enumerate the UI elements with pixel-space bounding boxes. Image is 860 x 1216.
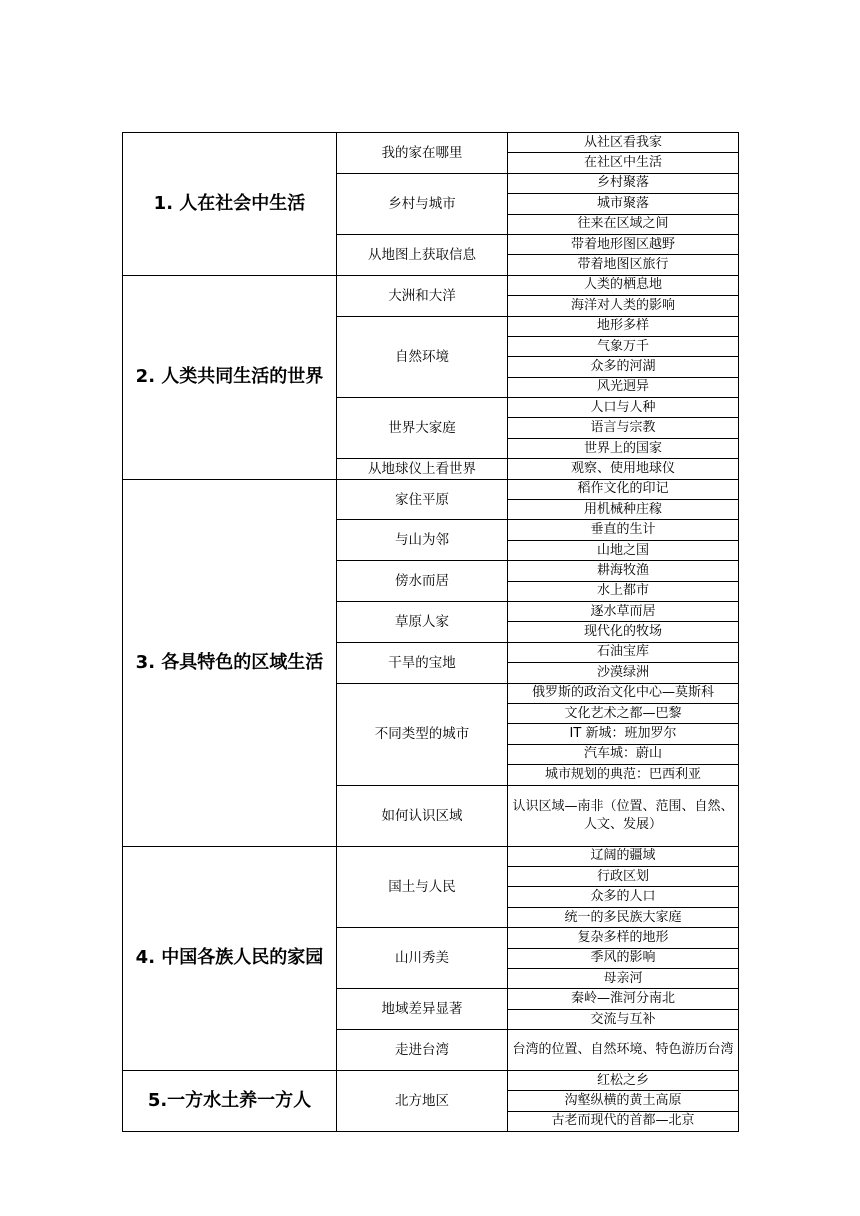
topic-name: 我的家在哪里 bbox=[337, 133, 508, 174]
topic-name: 不同类型的城市 bbox=[337, 683, 508, 785]
lesson-title: 观察、使用地球仪 bbox=[508, 459, 739, 479]
lesson-title: 稻作文化的印记 bbox=[508, 479, 739, 499]
lesson-title: 俄罗斯的政治文化中心—莫斯科 bbox=[508, 683, 739, 703]
lesson-title: 风光迥异 bbox=[508, 377, 739, 397]
topic-name: 乡村与城市 bbox=[337, 173, 508, 234]
unit-title: 3. 各具特色的区域生活 bbox=[123, 479, 337, 846]
table-row bbox=[123, 275, 739, 295]
topic-name: 家住平原 bbox=[337, 479, 508, 520]
lesson-title: 统一的多民族大家庭 bbox=[508, 907, 739, 927]
topic-name: 国土与人民 bbox=[337, 846, 508, 928]
lesson-title: 耕海牧渔 bbox=[508, 561, 739, 581]
lesson-title: 认识区域—南非（位置、范围、自然、人文、发展） bbox=[508, 785, 739, 846]
lesson-title: 季风的影响 bbox=[508, 948, 739, 968]
topic-name: 北方地区 bbox=[337, 1071, 508, 1132]
topic-name: 从地图上获取信息 bbox=[337, 234, 508, 275]
lesson-title: 现代化的牧场 bbox=[508, 622, 739, 642]
lesson-title: 带着地图区旅行 bbox=[508, 255, 739, 275]
lesson-title: 红松之乡 bbox=[508, 1071, 739, 1091]
topic-name: 如何认识区域 bbox=[337, 785, 508, 846]
lesson-title: 众多的人口 bbox=[508, 887, 739, 907]
topic-name: 傍水而居 bbox=[337, 561, 508, 602]
lesson-title: 水上都市 bbox=[508, 581, 739, 601]
lesson-title: 汽车城：蔚山 bbox=[508, 744, 739, 764]
topic-name: 干旱的宝地 bbox=[337, 642, 508, 683]
table-row bbox=[123, 1071, 739, 1091]
lesson-title: 带着地形图区越野 bbox=[508, 234, 739, 254]
lesson-title: 逐水草而居 bbox=[508, 601, 739, 621]
lesson-title: 沟壑纵横的黄土高原 bbox=[508, 1091, 739, 1111]
unit-title: 1. 人在社会中生活 bbox=[123, 133, 337, 276]
lesson-title: 秦岭—淮河分南北 bbox=[508, 989, 739, 1009]
lesson-title: 往来在区域之间 bbox=[508, 214, 739, 234]
lesson-title: 从社区看我家 bbox=[508, 133, 739, 153]
topic-name: 从地球仪上看世界 bbox=[337, 459, 508, 479]
table-row bbox=[123, 846, 739, 866]
lesson-title: 沙漠绿洲 bbox=[508, 663, 739, 683]
lesson-title: 人口与人种 bbox=[508, 398, 739, 418]
unit-title: 5.一方水土养一方人 bbox=[123, 1071, 337, 1132]
topic-name: 与山为邻 bbox=[337, 520, 508, 561]
lesson-title: 垂直的生计 bbox=[508, 520, 739, 540]
lesson-title: 海洋对人类的影响 bbox=[508, 296, 739, 316]
lesson-title: 行政区划 bbox=[508, 867, 739, 887]
topic-name: 地域差异显著 bbox=[337, 989, 508, 1030]
lesson-title: 气象万千 bbox=[508, 336, 739, 356]
lesson-title: 城市聚落 bbox=[508, 194, 739, 214]
topic-name: 自然环境 bbox=[337, 316, 508, 398]
unit-title: 4. 中国各族人民的家园 bbox=[123, 846, 337, 1070]
lesson-title: 乡村聚落 bbox=[508, 173, 739, 193]
lesson-title: 交流与互补 bbox=[508, 1009, 739, 1029]
lesson-title: IT 新城：班加罗尔 bbox=[508, 724, 739, 744]
topic-name: 草原人家 bbox=[337, 601, 508, 642]
lesson-title: 地形多样 bbox=[508, 316, 739, 336]
lesson-title: 人类的栖息地 bbox=[508, 275, 739, 295]
lesson-title: 石油宝库 bbox=[508, 642, 739, 662]
topic-name: 走进台湾 bbox=[337, 1030, 508, 1071]
topic-name: 大洲和大洋 bbox=[337, 275, 508, 316]
lesson-title: 母亲河 bbox=[508, 969, 739, 989]
unit-title: 2. 人类共同生活的世界 bbox=[123, 275, 337, 479]
lesson-title: 城市规划的典范：巴西利亚 bbox=[508, 765, 739, 785]
table-row bbox=[123, 133, 739, 153]
lesson-title: 山地之国 bbox=[508, 540, 739, 560]
lesson-title: 众多的河湖 bbox=[508, 357, 739, 377]
lesson-title: 古老而现代的首都—北京 bbox=[508, 1111, 739, 1131]
lesson-title: 辽阔的疆域 bbox=[508, 846, 739, 866]
lesson-title: 语言与宗教 bbox=[508, 418, 739, 438]
lesson-title: 用机械种庄稼 bbox=[508, 500, 739, 520]
table-row bbox=[123, 479, 739, 499]
topic-name: 山川秀美 bbox=[337, 928, 508, 989]
lesson-title: 文化艺术之都—巴黎 bbox=[508, 703, 739, 723]
curriculum-table bbox=[122, 132, 739, 1132]
lesson-title: 在社区中生活 bbox=[508, 153, 739, 173]
topic-name: 世界大家庭 bbox=[337, 398, 508, 459]
lesson-title: 复杂多样的地形 bbox=[508, 928, 739, 948]
lesson-title: 台湾的位置、自然环境、特色游历台湾 bbox=[508, 1030, 739, 1071]
lesson-title: 世界上的国家 bbox=[508, 438, 739, 458]
